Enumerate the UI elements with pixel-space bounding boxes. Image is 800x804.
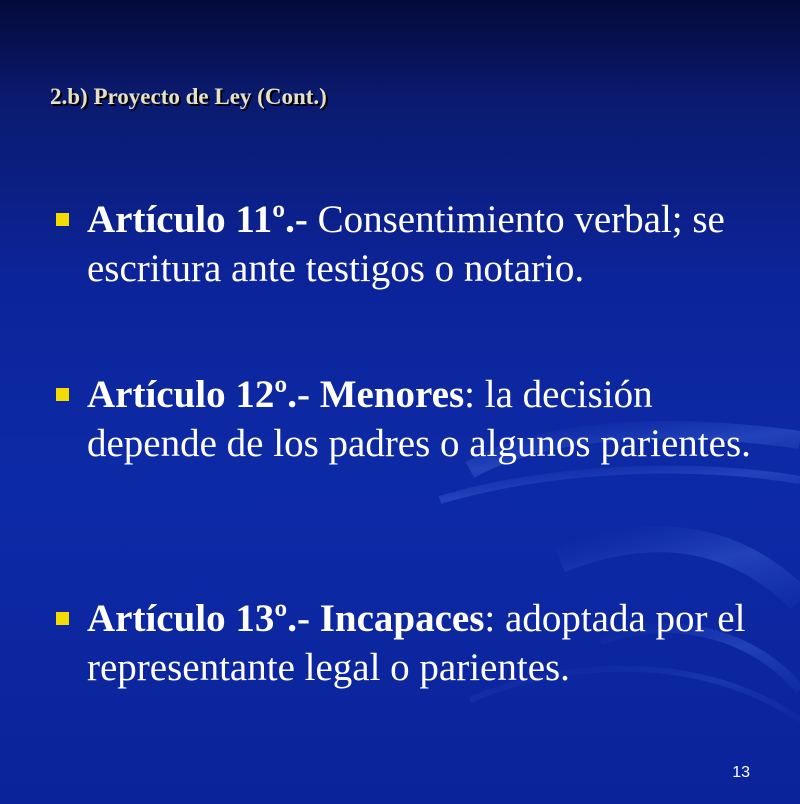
bullet-text (87, 594, 777, 692)
article-separator: : (464, 373, 475, 416)
page-number: 13 (732, 764, 750, 781)
bullet-text (87, 195, 777, 293)
article-subject: Incapaces (310, 597, 485, 640)
article-separator: : (484, 597, 496, 640)
bullet-square-icon (56, 213, 69, 226)
article-description: adoptada por el representante legal o parientes. (87, 597, 746, 689)
article-description: la decisión depende de los padres o algunos parientes. (87, 373, 751, 465)
article-subject: Menores (310, 373, 465, 416)
bullet-square-icon (56, 388, 69, 401)
bullet-text (87, 370, 777, 468)
article-description: Consentimiento verbal; se escritura ante testigos o notario. (87, 198, 725, 290)
article-label: Artículo 13º.- (87, 597, 310, 640)
bullet-square-icon (56, 612, 69, 625)
article-label: Artículo 12º.- (87, 373, 310, 416)
slide-title: 2.b) Proyecto de Ley (Cont.) (50, 84, 327, 109)
article-label: Artículo 11º.- (87, 198, 308, 241)
